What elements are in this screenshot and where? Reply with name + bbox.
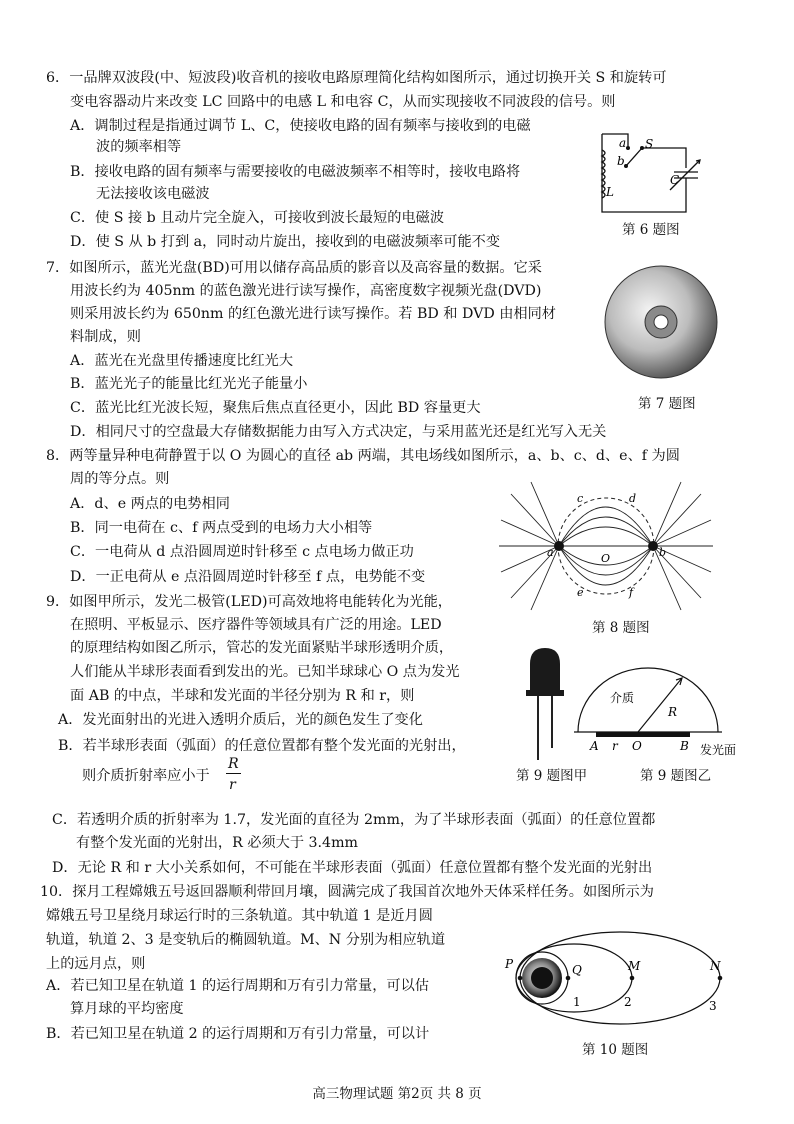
q8-stem-line1: 8．两等量异种电荷静置于以 O 为圆心的直径 ab 两端，其电场线如图所示，a、b、c、d、e、f 为圆 — [46, 448, 680, 464]
q9-option-a: A．发光面射出的光进入透明介质后，光的颜色发生了变化 — [58, 712, 423, 728]
q8-option-c: C．一电荷从 d 点沿圆周逆时针移至 c 点电场力做正功 — [70, 544, 414, 560]
q6-label-c: C — [670, 173, 680, 187]
q8-label-f: f — [629, 586, 634, 599]
q6-option-a-cont: 波的频率相等 — [96, 139, 182, 155]
q10-option-a: A．若已知卫星在轨道 1 的运行周期和万有引力常量，可以估 — [46, 978, 429, 994]
q9-label-r: r — [612, 739, 618, 753]
q6-label-s: S — [645, 137, 654, 151]
q6-stem-line2: 变电容器动片来改变 LC 回路中的电感 L 和电容 C，从而实现接收不同波段的信号。则 — [70, 94, 616, 110]
q9-option-d: D．无论 R 和 r 大小关系如何，不可能在半球形表面（弧面）任意位置都有整个发光面的光射出 — [52, 860, 653, 876]
q10-stem-line3: 轨道，轨道 2、3 是变轨后的椭圆轨道。M、N 分别为相应轨道 — [46, 932, 446, 948]
q9-label-O: O — [632, 739, 642, 753]
q8-stem-line2: 周的等分点。则 — [70, 471, 170, 487]
q6-option-d: D．使 S 从 b 打到 a，同时动片旋出，接收到的电磁波频率可能不变 — [70, 234, 501, 250]
q9-option-c-cont: 有整个发光面的光射出，R 必须大于 3.4mm — [76, 835, 358, 851]
q6-option-a: A．调制过程是指通过调节 L、C，使接收电路的固有频率与接收到的电磁 — [70, 118, 531, 134]
q9-caption-a: 第 9 题图甲 — [516, 768, 588, 784]
q10-option-a-cont: 算月球的平均密度 — [70, 1001, 184, 1017]
q10-stem-line4: 上的远月点，则 — [46, 956, 146, 972]
q7-stem-line2: 用波长约为 405nm 的蓝色激光进行读写操作，高密度数字视频光盘(DVD) — [70, 283, 542, 299]
q8-label-o: O — [601, 552, 611, 565]
q10-label-Q: Q — [572, 963, 582, 977]
q7-disc-image — [603, 264, 719, 380]
q10-label-P: P — [505, 957, 514, 971]
q7-caption: 第 7 题图 — [638, 396, 696, 412]
q9-stem-line3: 的原理结构如图乙所示，管芯的发光面紧贴半球形透明介质， — [70, 640, 454, 656]
q9-label-R: R — [668, 705, 678, 719]
q6-circuit-diagram — [590, 120, 710, 220]
q6-option-c: C．使 S 接 b 且动片完全旋入，可接收到波长最短的电磁波 — [70, 210, 445, 226]
q9-label-B: B — [680, 739, 689, 753]
q8-option-a: A．d、e 两点的电势相同 — [70, 496, 230, 512]
q9-stem-line2: 在照明、平板显示、医疗器件等领域具有广泛的用途。LED — [70, 617, 442, 633]
q9-option-c: C．若透明介质的折射率为 1.7，发光面的直径为 2mm，为了半球形表面（弧面）的任意位置都 — [52, 812, 656, 828]
q9-label-A: A — [590, 739, 599, 753]
q8-field-lines-diagram — [497, 478, 715, 618]
q9-led-image — [520, 644, 570, 764]
q9-option-b-cont: 则介质折射率应小于 — [82, 768, 210, 784]
q8-label-c: c — [577, 492, 584, 505]
q10-label-orbit2: 2 — [624, 995, 632, 1009]
page-footer: 高三物理试题 第2页 共 8 页 — [312, 1086, 482, 1102]
q8-caption: 第 8 题图 — [592, 620, 650, 636]
q10-label-orbit3: 3 — [709, 999, 717, 1013]
q7-option-d: D．相同尺寸的空盘最大存储数据能力由写入方式决定，与采用蓝光还是红光写入无关 — [70, 424, 607, 440]
q8-label-a: a — [547, 546, 554, 559]
q6-label-a: a — [619, 136, 627, 150]
q9-stem-line1: 9．如图甲所示，发光二极管(LED)可高效地将电能转化为光能， — [46, 594, 452, 610]
q6-option-b: B．接收电路的固有频率与需要接收的电磁波频率不相等时，接收电路将 — [70, 164, 521, 180]
q9-stem-line4: 人们能从半球形表面看到发出的光。已知半球球心 O 点为发光 — [70, 664, 460, 680]
q9-option-b: B．若半球形表面（弧面）的任意位置都有整个发光面的光射出， — [58, 738, 466, 754]
q6-stem-line1: 6．一品牌双波段(中、短波段)收音机的接收电路原理简化结构如图所示，通过切换开关 S 和旋转可 — [46, 70, 667, 86]
q7-option-a: A．蓝光在光盘里传播速度比红光大 — [70, 353, 294, 369]
q10-label-N: N — [710, 959, 721, 973]
q8-label-d: d — [629, 492, 637, 505]
q9-caption-b: 第 9 题图乙 — [640, 768, 712, 784]
q10-label-M: M — [628, 959, 641, 973]
q7-option-b: B．蓝光光子的能量比红光光子能量小 — [70, 376, 308, 392]
q8-option-d: D．一正电荷从 e 点沿圆周逆时针移至 f 点，电势能不变 — [70, 569, 426, 585]
q6-option-b-cont: 无法接收该电磁波 — [96, 186, 210, 202]
q10-option-b: B．若已知卫星在轨道 2 的运行周期和万有引力常量，可以计 — [46, 1026, 430, 1042]
q10-caption: 第 10 题图 — [582, 1042, 649, 1058]
q9-hemisphere-diagram — [570, 660, 750, 756]
q7-option-c: C．蓝光比红光波长短，聚焦后焦点直径更小，因此 BD 容量更大 — [70, 400, 481, 416]
q10-orbit-diagram — [500, 922, 732, 1030]
q9-label-face: 发光面 — [700, 743, 737, 756]
q10-stem-line1: 10．探月工程嫦娥五号返回器顺利带回月壤，圆满完成了我国首次地外天体采样任务。如图所示为 — [40, 884, 654, 900]
q7-stem-line1: 7．如图所示，蓝光光盘(BD)可用以储存高品质的影音以及高容量的数据。它采 — [46, 260, 542, 276]
q8-label-b: b — [659, 546, 667, 559]
q9-fraction-numerator: R — [228, 756, 239, 772]
q7-stem-line3: 则采用波长约为 650nm 的红色激光进行读写操作。若 BD 和 DVD 由相同材 — [70, 306, 556, 322]
q10-stem-line2: 嫦娥五号卫星绕月球运行时的三条轨道。其中轨道 1 是近月圆 — [46, 908, 433, 924]
q8-option-b: B．同一电荷在 c、f 两点受到的电场力大小相等 — [70, 520, 373, 536]
q7-stem-line4: 料制成，则 — [70, 329, 141, 345]
q9-label-medium: 介质 — [610, 691, 635, 705]
q9-stem-line5: 面 AB 的中点，半球和发光面的半径分别为 R 和 r，则 — [70, 688, 415, 704]
q6-label-b: b — [617, 154, 625, 168]
q10-label-orbit1: 1 — [573, 995, 581, 1009]
q8-label-e: e — [577, 586, 584, 599]
q9-fraction-denominator: r — [229, 777, 236, 793]
q6-caption: 第 6 题图 — [622, 222, 680, 238]
q6-label-l: L — [606, 185, 614, 199]
